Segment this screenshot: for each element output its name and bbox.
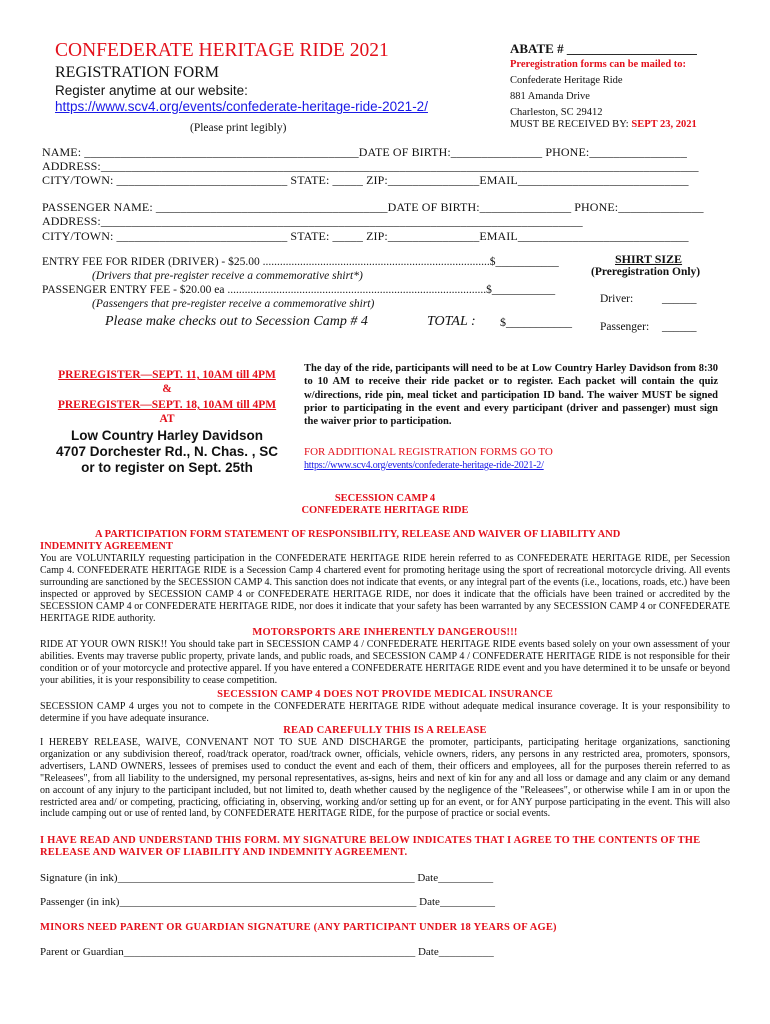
waiver-org: SECESSION CAMP 4 [334, 493, 436, 504]
danger-heading: MOTORSPORTS ARE INHERENTLY DANGEROUS!!! [252, 627, 518, 638]
mailing-address [510, 73, 623, 121]
rider-fee-line[interactable]: ENTRY FEE FOR RIDER (DRIVER) - $25.00 ...............................................................................$___________ [42, 256, 559, 268]
passenger-fee-line[interactable]: PASSENGER ENTRY FEE - $20.00 ea ..........................................................................................$___________ [42, 284, 556, 296]
checks-note: Please make checks out to Secession Camp # 4 [105, 314, 368, 329]
driver-shirt-field[interactable]: ______ [662, 293, 697, 305]
shirt-size-subtitle: (Preregistration Only) [591, 266, 701, 278]
insurance-heading: SECESSION CAMP 4 DOES NOT PROVIDE MEDICAL INSURANCE [217, 689, 553, 700]
release-heading: READ CAREFULLY THIS IS A RELEASE [283, 725, 487, 736]
deadline-date: SEPT 23, 2021 [631, 119, 697, 130]
total-label: TOTAL : [427, 314, 476, 329]
signature-line[interactable]: Signature (in ink)______________________________________________________ Date__________ [40, 872, 494, 884]
passenger-address-line[interactable]: ADDRESS:_______________________________________________________________________________ [42, 214, 583, 228]
passenger-city-line[interactable]: CITY/TOWN: ____________________________ STATE: _____ ZIP:_______________EMAIL____________________________ [42, 229, 689, 243]
passenger-shirt-field[interactable]: ______ [662, 321, 697, 333]
preregister-date-1: PREREGISTER—SEPT. 11, 10AM till 4PM [58, 369, 276, 381]
website-link[interactable]: https://www.scv4.org/events/confederate-heritage-ride-2021-2/ [55, 99, 428, 114]
passenger-shirt-label: Passenger: [600, 321, 650, 333]
rider-city-line[interactable]: CITY/TOWN: ____________________________ STATE: _____ ZIP:_______________EMAIL____________________________ [42, 173, 689, 187]
passenger-name-line[interactable]: PASSENGER NAME: ______________________________________DATE OF BIRTH:_______________ PHONE:______________ [42, 200, 704, 214]
print-note: (Please print legibly) [190, 122, 287, 134]
website-label: Register anytime at our website: [55, 83, 248, 98]
rider-fee-note: (Drivers that pre-register receive a commemorative shirt*) [92, 270, 363, 282]
more-forms-link[interactable]: https://www.scv4.org/events/confederate-heritage-ride-2021-2/ [304, 460, 544, 471]
waiver-paragraph-2: RIDE AT YOUR OWN RISK!! You should take part in SECESSION CAMP 4 / CONFEDERATE HERITAGE RIDE events based solely on your own assessment of your abilities. Events may traverse public property, private lands, and public roads, and SECESSION CAMP 4 / CONFEDERATE HERITAGE RIDE is not responsible for their condition or of your motorcycle and protective apparel. If you have entered a CONFEDERATE HERITAGE RIDE event and you have determined it to be unsafe or beyond your abilities, it is your responsibility to cease competition. [40, 639, 730, 686]
rider-name-line[interactable]: NAME: _____________________________________________DATE OF BIRTH:_______________ PHONE:________________ [42, 145, 687, 159]
venue-address: 4707 Dorchester Rd., N. Chas. , SC [55, 444, 279, 459]
guardian-signature-line[interactable]: Parent or Guardian_____________________________________________________ Date__________ [40, 946, 494, 958]
form-subtitle: REGISTRATION FORM [55, 64, 220, 81]
passenger-signature-line[interactable]: Passenger (in ink)______________________________________________________ Date__________ [40, 896, 495, 908]
waiver-paragraph-4: I HEREBY RELEASE, WAIVE, CONVENANT NOT TO SUE AND DISCHARGE the promoter, participants, participating heritage organizations, sanctioning organization or any subdivision thereof, road/track operator, road/track owner, officials, vehicle owners, riders, any persons in any restricted area, promoters, sponsors, advertisers, LAND OWNERS, lessees of premises used to conduct the event and each of them, their officers and employees, all for the purposes therein referred to as "Releasees", from all liability to the undersigned, my personal representatives, as-signs, heirs and next of kin for any and all loss or damage and any claim or any demand on account of any injury to the participant included, but not limited to, death whether caused by the negligence of the "Releasees", or otherwise while I am in or upon the restricted area and/ or competing, practicing, officiating in, observing, working and/or setting up for an event, or for ANY purpose participating in the event. This will also include camping out or use of rented land, by CONFEDERATE HERITAGE RIDE, for the purpose of practice or social events. [40, 737, 730, 820]
ride-day-info: The day of the ride, participants will need to be at Low Country Harley Davidson from 8:30 to 10 AM to receive their ride packet or to register. Each packet will contain the quiz w/directions, ride pin, meal ticket and participation ID band. The waiver MUST be signed prior to participating in the event and every participant (driver and passenger) must sign the waiver prior to participation. [304, 363, 718, 428]
total-field[interactable]: $___________ [500, 315, 572, 329]
deadline-label: MUST BE RECEIVED BY: [510, 119, 632, 130]
deadline [510, 119, 697, 130]
abate-number-field[interactable]: ABATE # ____________________ [510, 41, 697, 56]
driver-shirt-label: Driver: [600, 293, 634, 305]
waiver-paragraph-1: You are VOLUNTARILY requesting participation in the CONFEDERATE HERITAGE RIDE herein referred to as CONFEDERATE HERITAGE RIDE, per Secession Camp 4. CONFEDERATE HERITAGE RIDE is a Secession Camp 4 chartered event for promoting heritage using the sport of recreational motorcycle driving. All events surrounding are sanctioned by the SECESSION CAMP 4. This sanction does not indicate that events, or any integral part of the events (i.e., locations, roads, etc.) have been inspected or approved by SECESSION CAMP 4 or CONFEDERATE HERITAGE RIDE, nor does it indicate that the officials have been trained or accredited by the SECESSION CAMP 4 or CONFEDERATE HERITAGE RIDE, nor does it indicate that your safety has been warranted by any SECESSION CAMP 4 or CONFEDERATE HERITAGE RIDE authority. [40, 553, 730, 624]
minors-notice: MINORS NEED PARENT OR GUARDIAN SIGNATURE (ANY PARTICIPANT UNDER 18 YEARS OF AGE) [40, 922, 557, 933]
preregister-amp: & [162, 383, 172, 395]
waiver-heading-cont: INDEMNITY AGREEMENT [40, 541, 173, 552]
rider-address-line[interactable]: ADDRESS:__________________________________________________________________________________________________ [42, 159, 699, 173]
preregister-at: AT [159, 413, 175, 425]
waiver-event: CONFEDERATE HERITAGE RIDE [301, 505, 469, 516]
preregister-date-2: PREREGISTER—SEPT. 18, 10AM till 4PM [57, 399, 277, 411]
passenger-fee-note: (Passengers that pre-register receive a commemorative shirt) [92, 298, 375, 310]
waiver-heading: A PARTICIPATION FORM STATEMENT OF RESPONSIBILITY, RELEASE AND WAIVER OF LIABILITY AND [95, 529, 621, 540]
address-line: 881 Amanda Drive [510, 91, 590, 102]
venue-note: or to register on Sept. 25th [81, 460, 253, 475]
address-line: Confederate Heritage Ride [510, 75, 623, 86]
mail-note: Preregistration forms can be mailed to: [510, 59, 687, 70]
shirt-size-title: SHIRT SIZE [615, 252, 683, 266]
waiver-paragraph-3: SECESSION CAMP 4 urges you not to compete in the CONFEDERATE HERITAGE RIDE without adequate medical insurance coverage. It is your responsibility to determine if you have adequate insurance. [40, 701, 730, 724]
venue-name: Low Country Harley Davidson [70, 428, 264, 443]
acknowledgement: I HAVE READ AND UNDERSTAND THIS FORM. MY SIGNATURE BELOW INDICATES THAT I AGREE TO THE CONTENTS OF THE RELEASE AND WAIVER OF LIABILITY AND INDEMNITY AGREEMENT. [40, 835, 701, 858]
event-title: CONFEDERATE HERITAGE RIDE 2021 [55, 40, 389, 61]
address-line: Charleston, SC 29412 [510, 107, 603, 118]
more-forms-label: FOR ADDITIONAL REGISTRATION FORMS GO TO [304, 446, 553, 458]
